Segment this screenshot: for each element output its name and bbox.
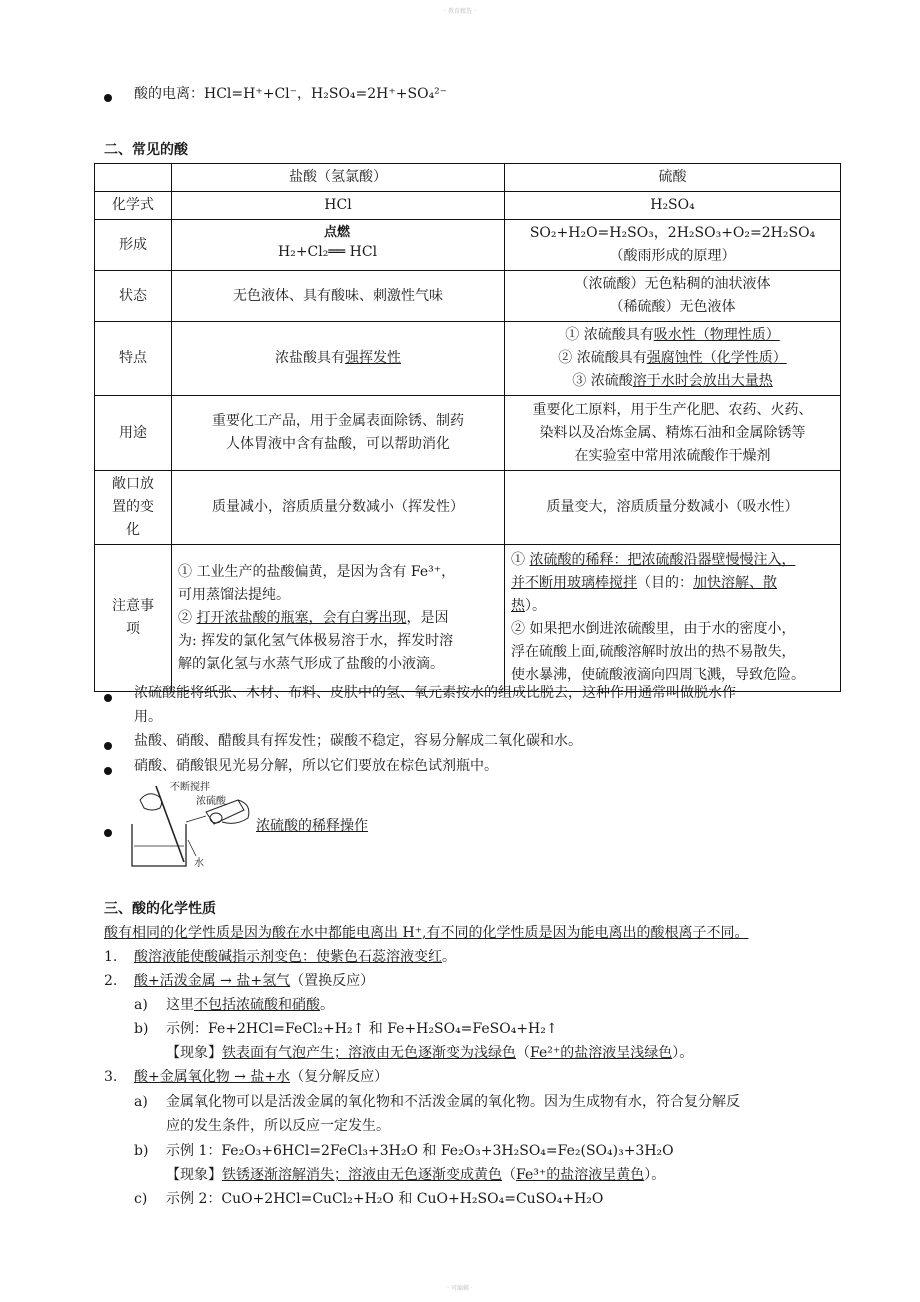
h2so4-formation-note: （酸雨形成的原理）	[609, 248, 736, 264]
hcl-notes-cell	[172, 545, 505, 692]
item-2b-phenomenon	[166, 1042, 693, 1064]
table-header-blank	[95, 164, 172, 192]
h2so4-note-2: ② 如果把水倒进浓硫酸里，由于水的密度小，	[511, 621, 796, 637]
section-3-title: 三、酸的化学性质	[104, 901, 216, 917]
phenomenon-text: 铁锈逐渐溶解消失；溶液由无色逐渐变成黄色	[222, 1167, 502, 1183]
h2so4-feature-2: 强腐蚀性（化学性质）	[646, 350, 787, 366]
row-label-formula: 化学式	[95, 192, 172, 220]
bullet-dot	[104, 825, 112, 841]
hcl-feature-pre: 浓盐酸具有	[275, 350, 345, 366]
bullet-light: 硝酸、硝酸银见光易分解，所以它们要放在棕色试剂瓶中。	[134, 758, 498, 774]
hcl-note-2c: 解的氯化氢与水蒸气形成了盐酸的小液滴。	[178, 655, 444, 672]
table-row	[95, 471, 841, 545]
item-3a-line2: 应的发生条件，所以反应一定发生。	[166, 1118, 390, 1134]
item-1	[134, 946, 456, 968]
figure-caption: 浓硫酸的稀释操作	[256, 818, 368, 834]
hcl-note-1: ① 工业生产的盐酸偏黄，是因为含有 Fe³⁺，	[178, 563, 456, 580]
hcl-note-2-num: ②	[178, 609, 197, 626]
bullet-dot	[104, 690, 112, 706]
item-2a-pre: 这里	[166, 997, 194, 1013]
ignite-condition: 点燃	[324, 225, 351, 240]
section-3-intro: 酸有相同的化学性质是因为酸在水中都能电离出 H⁺,有不同的化学性质是因为能电离出的酸根离子不同。	[104, 925, 749, 941]
section-2-title: 二、常见的酸	[104, 142, 188, 158]
h2so4-feature-1-pre: ① 浓硫酸具有	[565, 327, 654, 343]
item-1-end: 。	[442, 949, 456, 965]
acid-ionization: 酸的电离：HCl=H⁺+Cl⁻，H₂SO₄=2H⁺+SO₄²⁻	[134, 86, 448, 102]
hcl-formula: HCl	[172, 192, 505, 220]
table-row	[95, 220, 841, 271]
h2so4-feature-1: 吸水性（物理性质）	[653, 327, 780, 343]
hcl-note-2-rest: ，是因	[406, 609, 449, 626]
item-3a-line1: 金属氧化物可以是活泼金属的氧化物和不活泼金属的氧化物。因为生成物有水，符合复分解反	[166, 1094, 740, 1110]
h2so4-note-1b-rest: （目的：	[637, 575, 693, 591]
h2so4-feature-3-pre: ③ 浓硫酸	[572, 373, 633, 389]
item-3c-num: c)	[134, 1191, 148, 1207]
hcl-use-cell	[172, 396, 505, 471]
bullet-dehydration: 浓硫酸能将纸张、木材、布料、皮肤中的氢、氧元素按水的组成比脱去，这种作用通常叫做脱水作	[134, 685, 736, 701]
bullet-dot	[104, 738, 112, 754]
h2so4-open-storage: 质量变大，溶质质量分数减小（吸水性）	[505, 471, 841, 545]
hcl-open-storage: 质量减小，溶质质量分数减小（挥发性）	[172, 471, 505, 545]
hcl-note-2b: 为: 挥发的氯化氢气体极易溶于水，挥发时溶	[178, 632, 454, 649]
item-3a-num: a)	[134, 1094, 148, 1110]
phenomenon-tag: 【现象】	[166, 1167, 222, 1183]
item-1-num: 1.	[104, 949, 118, 965]
table-header-row	[95, 164, 841, 192]
h2so4-feature-cell	[505, 322, 841, 396]
item-3b-example: 示例 1：Fe₂O₃+6HCl=2FeCl₃+3H₂O 和 Fe₂O₃+3H₂SO₄=Fe₂(SO₄)₃+3H₂O	[166, 1143, 674, 1159]
phenomenon-paren: （	[516, 1045, 530, 1061]
phenomenon-end: ）。	[672, 1045, 694, 1061]
figure-label-stir: 不断搅拌	[170, 782, 210, 793]
label-line: 注意事	[112, 598, 154, 614]
item-2-text: 酸+活泼金属 → 盐+氢气	[134, 973, 291, 989]
table-row	[95, 322, 841, 396]
hcl-note-2-highlight: 打开浓盐酸的瓶塞，会有白雾出现	[196, 609, 407, 626]
h2so4-use-3: 在实验室中常用浓硫酸作干燥剂	[574, 447, 771, 464]
bullet-dot	[104, 90, 112, 106]
hcl-formation-equation: H₂+Cl₂══ HCl	[278, 244, 378, 260]
h2so4-note-2c: 使水暴沸，使硫酸液滴向四周飞溅，导致危险。	[511, 667, 805, 683]
table-header-hcl: 盐酸（氢氯酸）	[172, 164, 505, 192]
h2so4-formation-cell	[505, 220, 841, 271]
item-3	[134, 1066, 388, 1088]
table-row	[95, 545, 841, 692]
table-header-h2so4: 硫酸	[505, 164, 841, 192]
phenomenon-note: Fe³⁺的盐溶液呈黄色	[516, 1167, 645, 1183]
row-label-state: 状态	[95, 271, 172, 322]
dilution-figure	[126, 778, 256, 870]
phenomenon-note: Fe²⁺的盐溶液呈浅绿色	[530, 1045, 673, 1061]
h2so4-feature-3: 溶于水时会放出大量热	[632, 373, 773, 389]
h2so4-formation-equation: SO₂+H₂O=H₂SO₃，2H₂SO₃+O₂=2H₂SO₄	[529, 225, 816, 241]
item-2b-num: b)	[134, 1021, 149, 1037]
row-label-open-storage	[95, 471, 172, 545]
row-label-notes	[95, 545, 172, 692]
row-label-feature: 特点	[95, 322, 172, 396]
row-label-formation: 形成	[95, 220, 172, 271]
hcl-feature	[172, 322, 505, 396]
hcl-use-2: 人体胃液中含有盐酸，可以帮助消化	[226, 436, 450, 452]
phenomenon-end: ）。	[644, 1167, 666, 1183]
label-line: 置的变	[112, 499, 154, 515]
item-3-text: 酸+金属氧化物 → 盐+水	[134, 1069, 291, 1085]
h2so4-state-conc: （浓硫酸）无色粘稠的油状液体	[574, 276, 771, 292]
item-2a-text: 不包括浓硫酸和硝酸	[194, 997, 320, 1013]
figure-label-acid: 浓硫酸	[196, 796, 226, 807]
label-line: 敞口放	[112, 476, 154, 492]
bullet-dehydration-cont: 用。	[134, 709, 162, 725]
item-2a-num: a)	[134, 997, 148, 1013]
bullet-volatile: 盐酸、硝酸、醋酸具有挥发性；碳酸不稳定，容易分解成二氧化碳和水。	[134, 733, 582, 749]
h2so4-note-1c-rest: ）。	[525, 598, 546, 614]
figure-label-water: 水	[194, 858, 204, 869]
h2so4-feature-2-pre: ② 浓硫酸具有	[558, 350, 647, 366]
table-row	[95, 192, 841, 220]
page-footer-mark: · 可编辑 ·	[447, 1285, 473, 1292]
h2so4-note-2b: 浮在硫酸上面,硫酸溶解时放出的热不易散失，	[511, 644, 796, 660]
item-3-type: （复分解反应）	[290, 1069, 389, 1085]
hcl-use-1: 重要化工产品，用于金属表面除锈、制药	[212, 413, 464, 429]
hcl-state: 无色液体、具有酸味、刺激性气味	[172, 271, 505, 322]
phenomenon-text: 铁表面有气泡产生；溶液由无色逐渐变为浅绿色	[222, 1045, 516, 1061]
h2so4-note-1-num: ①	[511, 552, 530, 568]
item-2a-end: 。	[320, 997, 334, 1013]
item-2-type: （置换反应）	[290, 973, 375, 989]
hcl-formation-cell	[172, 220, 505, 271]
h2so4-note-1b: 并不断用玻璃棒搅拌	[511, 575, 637, 591]
item-3b-phenomenon	[166, 1164, 665, 1186]
h2so4-use-2: 染料以及冶炼金属、精炼石油和金属除锈等	[539, 424, 806, 441]
acid-comparison-table	[94, 163, 841, 692]
item-3c-example: 示例 2：CuO+2HCl=CuCl₂+H₂O 和 CuO+H₂SO₄=CuSO₄+H₂O	[166, 1191, 604, 1207]
h2so4-use-1: 重要化工原料，用于生产化肥、农药、火药、	[532, 401, 813, 418]
h2so4-note-1: 浓硫酸的稀释：把浓硫酸沿器壁慢慢注入，	[529, 552, 796, 568]
hcl-note-1b: 可用蒸馏法提纯。	[178, 586, 290, 603]
item-1-text: 酸溶液能使酸碱指示剂变色：使紫色石蕊溶液变红	[134, 949, 442, 965]
page-header-mark: · 教育精选 ·	[444, 8, 476, 15]
h2so4-state-cell	[505, 271, 841, 322]
item-2a	[166, 994, 334, 1016]
item-2b-example: 示例：Fe+2HCl=FeCl₂+H₂↑ 和 Fe+H₂SO₄=FeSO₄+H₂↑	[166, 1021, 558, 1037]
label-line: 化	[126, 522, 140, 538]
row-label-use: 用途	[95, 396, 172, 471]
h2so4-notes-cell	[505, 545, 841, 692]
h2so4-use-cell	[505, 396, 841, 471]
item-2	[134, 970, 374, 992]
table-row	[95, 271, 841, 322]
phenomenon-paren: （	[502, 1167, 516, 1183]
phenomenon-tag: 【现象】	[166, 1045, 222, 1061]
hcl-feature-highlight: 强挥发性	[345, 350, 401, 366]
item-2-num: 2.	[104, 973, 118, 989]
h2so4-note-1c: 热	[511, 598, 525, 614]
h2so4-state-dilute: （稀硫酸）无色液体	[609, 299, 736, 315]
table-row	[95, 396, 841, 471]
label-line: 项	[126, 621, 140, 637]
item-3-num: 3.	[104, 1069, 118, 1085]
item-3b-num: b)	[134, 1143, 149, 1159]
bullet-dot	[104, 763, 112, 779]
h2so4-formula: H₂SO₄	[505, 192, 841, 220]
h2so4-note-1b-purpose: 加快溶解、散	[693, 575, 777, 591]
